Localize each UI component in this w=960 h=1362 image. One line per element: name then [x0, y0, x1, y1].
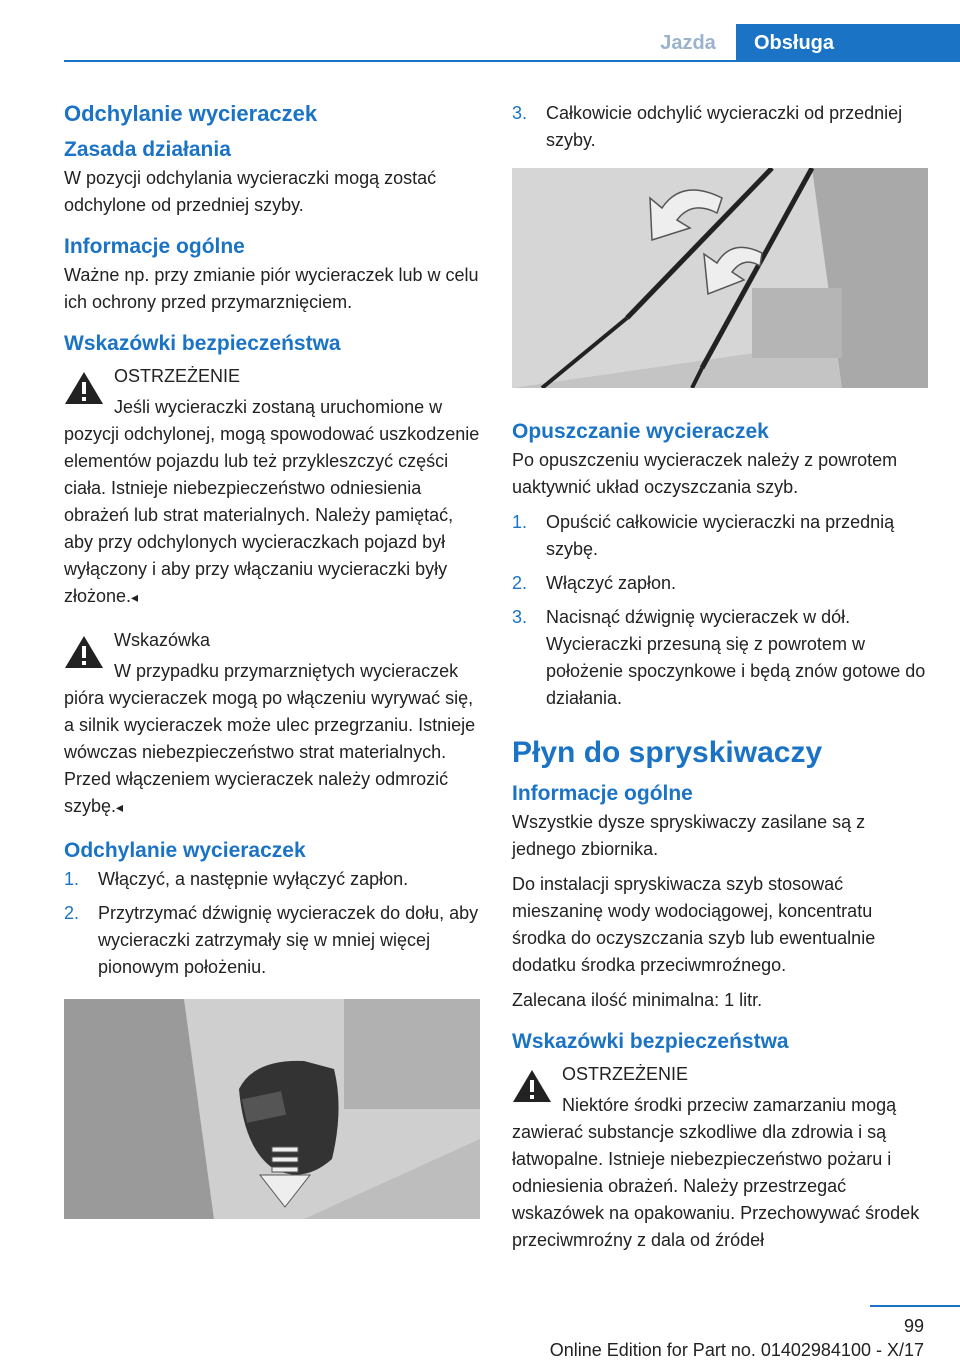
warning-3-title: OSTRZEŻENIE	[562, 1064, 689, 1084]
warning-3-text: Niektóre środki przeciw zamarzaniu mogą zawierać substancje szkodliwe dla zdrowia i są łatwopalne. Istnieje niebezpieczeństwo pożaru i odniesienia obrażeń. Należy przestrzegać wskazówek na opakowaniu. Przechowywać środek przeciwmroźny z dala od źródeł	[512, 1095, 920, 1250]
lowering-text: Po opuszczeniu wycieraczek należy z powrotem uaktywnić układ oczyszczania szyb.	[512, 450, 898, 497]
procedure-title: Odchylanie wycieraczek	[64, 839, 306, 862]
list-item: 2. Przytrzymać dźwignię wycieraczek do dołu, aby wycieraczki zatrzymały się w mniej więcej pionowym położeniu.	[64, 903, 479, 977]
wiper-lever-illustration	[64, 999, 480, 1219]
list-item: 2. Włączyć zapłon.	[512, 573, 677, 593]
wipers-raised-illustration	[512, 168, 928, 388]
right-column	[512, 100, 928, 1270]
principle-text: W pozycji odchylania wycieraczki mogą zostać odchylone od przedniej szyby.	[64, 168, 437, 215]
list-item: 1. Opuścić całkowicie wycieraczki na przednią szybę.	[512, 512, 895, 559]
warning-triangle-icon	[64, 635, 104, 669]
principle-title: Zasada działania	[64, 138, 231, 161]
fluid-safety-title: Wskazówki bezpieczeństwa	[512, 1030, 789, 1053]
end-mark: ◂	[116, 799, 124, 815]
warning-triangle-icon	[64, 371, 104, 405]
safety-title: Wskazówki bezpieczeństwa	[64, 332, 341, 355]
procedure-steps	[64, 866, 480, 981]
warning-box-3	[512, 1061, 928, 1254]
warning-box-1	[64, 363, 480, 611]
fluid-text-2: Do instalacji spryskiwacza szyb stosować mieszaninę wody wodociągowej, koncentratu środka do oczyszczania szyb lub ewentualnie dodatku środka przeciwmroźnego.	[512, 874, 876, 975]
warning-1-text: Jeśli wycieraczki zostaną uruchomione w pozycji odchylonej, mogą spowodować uszkodzenie elementów pojazdu lub też przykleszczyć części ciała. Istnieje niebezpieczeństwo odniesienia obrażeń lub strat materialnych. Należy pamiętać, aby przy odchylonych wycieraczkach pojazd był wyłączony i aby przy włączaniu wycieraczki były złożone.◂	[64, 397, 480, 606]
warning-2-text: W przypadku przymarzniętych wycieraczek pióra wycieraczek mogą po włączeniu wyrywać się, a silnik wycieraczek może ulec przegrzaniu. Istnieje wówczas niebezpieczeństwo strat materialnych. Przed włączeniem wycieraczek należy odmrozić szybę.◂	[64, 661, 476, 816]
warning-2-title: Wskazówka	[114, 630, 211, 650]
fluid-title: Płyn do spryskiwaczy	[512, 736, 823, 769]
page-number: 99	[903, 1316, 924, 1336]
left-column	[64, 100, 480, 1219]
tab-jazda[interactable]: Jazda	[660, 32, 716, 54]
lowering-steps	[512, 509, 928, 712]
fluid-text-3: Zalecana ilość minimalna: 1 litr.	[512, 990, 763, 1010]
tab-obsluga[interactable]: Obsługa	[736, 24, 960, 62]
list-item: 3. Całkowicie odchylić wycieraczki od przedniej szyby.	[512, 103, 903, 150]
general-text: Ważne np. przy zmianie piór wycieraczek lub w celu ich ochrony przed przymarznięciem.	[64, 265, 479, 312]
footer-rule	[870, 1305, 960, 1307]
end-mark: ◂	[131, 589, 139, 605]
procedure-steps-continued	[512, 100, 928, 154]
general-title: Informacje ogólne	[64, 235, 245, 258]
list-item: 3. Nacisnąć dźwignię wycieraczek w dół. Wycieraczki przesuną się z powrotem w położenie spoczynkowe i będą znów gotowe do działania.	[512, 607, 926, 708]
lowering-title: Opuszczanie wycieraczek	[512, 420, 769, 443]
warning-triangle-icon	[512, 1069, 552, 1103]
fluid-text-1: Wszystkie dysze spryskiwaczy zasilane są z jednego zbiornika.	[512, 812, 866, 859]
warning-1-title: OSTRZEŻENIE	[114, 366, 241, 386]
section-title-tilting: Odchylanie wycieraczek	[64, 101, 318, 126]
list-item: 1. Włączyć, a następnie wyłączyć zapłon.	[64, 869, 409, 889]
fluid-general-title: Informacje ogólne	[512, 782, 693, 805]
footer-edition: Online Edition for Part no. 01402984100 - X/17	[549, 1340, 924, 1360]
warning-box-2	[64, 627, 480, 821]
